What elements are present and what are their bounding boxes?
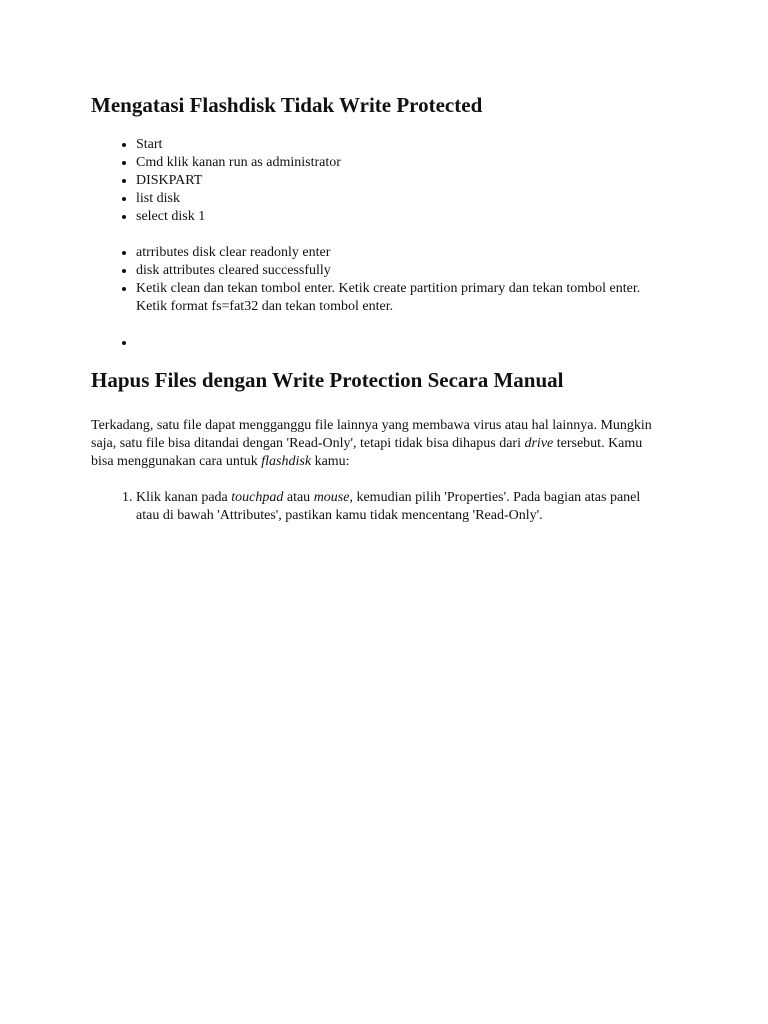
intro-paragraph xyxy=(91,417,658,471)
list-item: • disk attributes cleared successfully xyxy=(136,262,658,280)
steps-list-c xyxy=(91,334,658,352)
list-item: • Cmd klik kanan run as administrator xyxy=(136,154,658,172)
step-text: Klik kanan pada xyxy=(136,490,232,506)
paragraph-italic-flashdisk: flashdisk xyxy=(261,454,312,470)
heading-hapus-files: Hapus Files dengan Write Protection Secara Manual xyxy=(91,368,564,393)
paragraph-text: Terkadang, satu file dapat mengganggu file lainnya yang membawa virus atau hal lainnya. Mungkin saja, satu file bisa ditandai dengan 'Read-Only', tetapi tidak bisa dihapus dari xyxy=(91,418,652,452)
list-item: • Ketik clean dan tekan tombol enter. Ketik create partition primary dan tekan tombol enter. Ketik format fs=fat32 dan tekan tombol enter. xyxy=(136,280,658,316)
step-text: atau xyxy=(283,490,314,506)
list-item: • list disk xyxy=(136,190,658,208)
list-item: • select disk 1 xyxy=(136,208,658,226)
list-item: • Start xyxy=(136,136,658,154)
manual-steps-list xyxy=(91,489,658,525)
steps-list-a xyxy=(91,136,658,226)
paragraph-text: kamu: xyxy=(311,454,350,470)
list-item: • DISKPART xyxy=(136,172,658,190)
steps-list-b xyxy=(91,244,658,316)
paragraph-italic-drive: drive xyxy=(524,436,554,452)
step-italic-mouse: mouse xyxy=(313,490,350,506)
list-item: • atrributes disk clear readonly enter xyxy=(136,244,658,262)
step-italic-touchpad: touchpad xyxy=(231,490,284,506)
list-item xyxy=(136,489,658,525)
empty-list-item xyxy=(136,334,658,352)
heading-flashdisk-write-protected: Mengatasi Flashdisk Tidak Write Protected xyxy=(91,93,483,117)
paragraph-text: tersebut. Kamu bisa menggunakan cara untuk xyxy=(91,436,643,470)
step-text: , kemudian pilih 'Properties'. Pada bagian atas panel atau di bawah 'Attributes', pastikan kamu tidak mencentang 'Read-Only'. xyxy=(136,490,641,524)
